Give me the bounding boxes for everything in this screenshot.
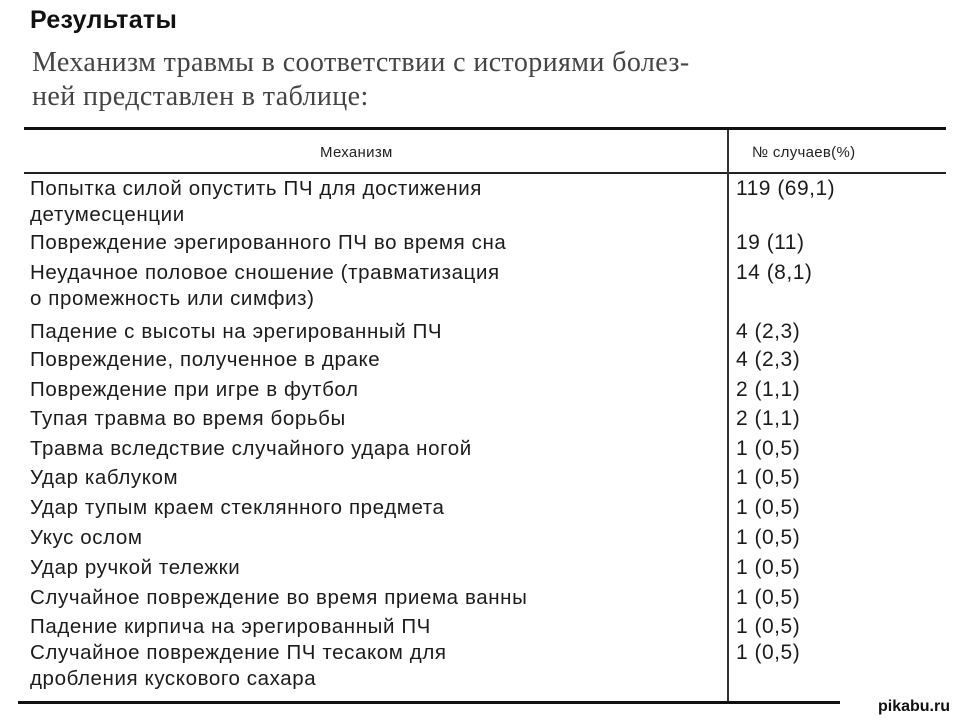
count-cell: 119 (69,1)	[736, 177, 836, 200]
count-cell: 1 (0,5)	[736, 466, 801, 489]
page-heading: Результаты	[30, 6, 178, 34]
column-header-mechanism: Механизм	[320, 144, 393, 161]
mechanism-cell: Укус ослом	[30, 526, 143, 549]
count-cell: 1 (0,5)	[736, 496, 801, 519]
intro-line-1: Механизм травмы в соответствии с историями болез-	[32, 47, 690, 78]
mechanism-cell: Тупая травма во время борьбы	[30, 407, 346, 430]
count-cell: 4 (2,3)	[736, 320, 801, 343]
count-cell: 1 (0,5)	[736, 586, 801, 609]
count-cell: 1 (0,5)	[736, 615, 801, 638]
mechanism-cell: Удар тупым краем стеклянного предмета	[30, 496, 445, 519]
intro-line-2: ней представлен в таблице:	[32, 81, 369, 112]
count-cell: 2 (1,1)	[736, 407, 801, 430]
count-cell: 4 (2,3)	[736, 348, 801, 371]
mechanism-cell: Повреждение при игре в футбол	[30, 378, 359, 401]
mechanism-cell: Случайное повреждение ПЧ тесаком для дробления кускового сахара	[30, 641, 447, 690]
mechanism-cell: Падение кирпича на эрегированный ПЧ	[30, 615, 431, 638]
mechanism-cell: Повреждение эрегированного ПЧ во время сна	[30, 231, 507, 254]
mechanism-cell: Попытка силой опустить ПЧ для достижения детумесценции	[30, 177, 482, 226]
mechanism-cell: Повреждение, полученное в драке	[30, 348, 381, 371]
count-cell: 19 (11)	[736, 231, 805, 254]
mechanism-cell: Удар ручкой тележки	[30, 556, 241, 579]
count-cell: 1 (0,5)	[736, 641, 801, 664]
column-header-count: № случаев(%)	[752, 144, 856, 161]
mechanism-cell: Случайное повреждение во время приема ванны	[30, 586, 528, 609]
count-cell: 14 (8,1)	[736, 261, 813, 284]
count-cell: 1 (0,5)	[736, 437, 801, 460]
mechanism-cell: Неудачное половое сношение (травматизация о промежность или симфиз)	[30, 261, 500, 310]
mechanism-cell: Падение с высоты на эрегированный ПЧ	[30, 320, 443, 343]
mechanism-cell: Травма вследствие случайного удара ногой	[30, 437, 472, 460]
count-cell: 1 (0,5)	[736, 526, 801, 549]
mechanism-cell: Удар каблуком	[30, 466, 179, 489]
count-cell: 1 (0,5)	[736, 556, 801, 579]
watermark-logo: pikabu.ru	[877, 698, 950, 715]
count-cell: 2 (1,1)	[736, 378, 801, 401]
